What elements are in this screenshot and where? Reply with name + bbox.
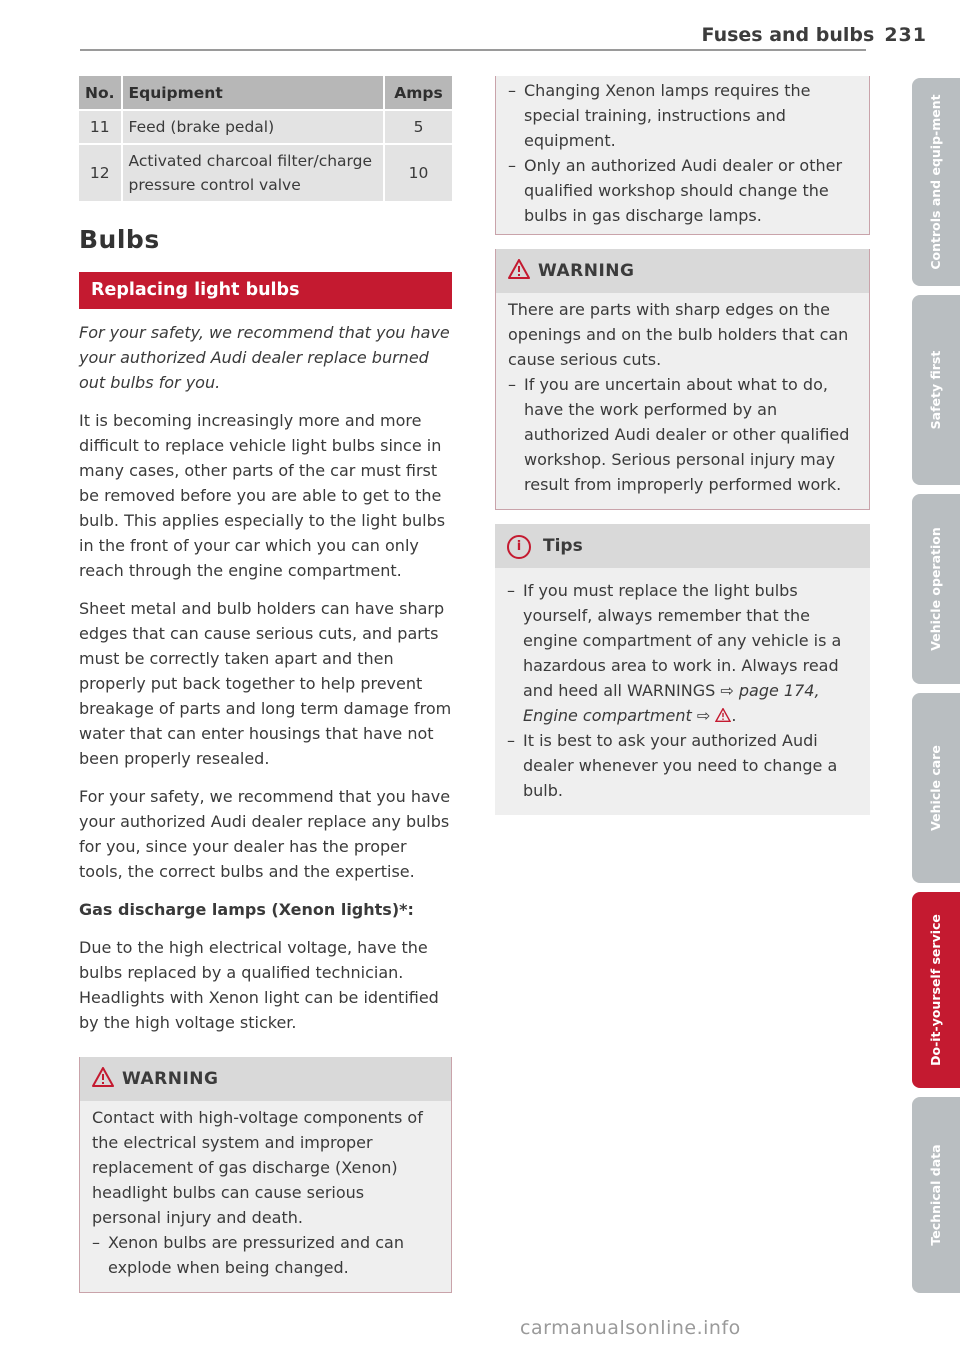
warning-header: [496, 249, 869, 293]
page-reference-link[interactable]: ⇨ page 174, Engine compartment: [523, 681, 820, 725]
side-tab-label: Controls and equip-ment: [928, 94, 943, 270]
header-rule: [80, 49, 866, 51]
side-tab-label: Vehicle care: [928, 745, 943, 831]
side-tab-technical-data[interactable]: [912, 1097, 960, 1293]
continued-warning-box: [495, 76, 870, 235]
warning-box: [495, 249, 870, 510]
side-tab-vehicle-operation[interactable]: [912, 494, 960, 684]
warning-body: [80, 1101, 451, 1292]
warning-triangle-icon: [715, 708, 731, 722]
side-tab-label: Safety first: [928, 350, 943, 430]
body-paragraph: Sheet metal and bulb holders can have sharp edges that can cause serious cuts, and parts must be correctly taken apart and then properly put back together to help prevent breakage of parts and long term damage from water that can enter housings that have not been properly resealed.: [79, 599, 452, 768]
warning-box: [79, 1057, 452, 1293]
page-number: 231: [884, 24, 927, 46]
list-item: – If you are uncertain about what to do, have the work performed by an authorized Audi dealer or other qualified workshop. Serious personal injury may result from improperly performed work.: [508, 372, 855, 497]
right-column: [495, 76, 870, 815]
table-row: [79, 144, 452, 201]
continued-list: [508, 78, 855, 228]
cell-amps: 5: [384, 110, 452, 144]
col-header-amps: Amps: [384, 76, 452, 110]
list-item: – Changing Xenon lamps requires the special training, instructions and equipment.: [508, 78, 855, 153]
warning-text: There are parts with sharp edges on the openings and on the bulb holders that can cause serious cuts.: [508, 300, 849, 369]
warning-list: [92, 1230, 437, 1280]
tip-text: If you must replace the light bulbs yourself, always remember that the engine compartment of any vehicle is a hazardous area to work in. Always read and heed all WARNINGS: [523, 581, 842, 700]
table-header: [79, 76, 452, 110]
subsection-bar: Replacing light bulbs: [79, 272, 452, 309]
cell-no: 12: [79, 144, 122, 201]
list-item: – It is best to ask your authorized Audi dealer whenever you need to change a bulb.: [507, 728, 856, 803]
info-icon: i: [507, 535, 531, 559]
col-header-no: No.: [79, 76, 122, 110]
warning-body: [496, 293, 869, 509]
side-tab-do-it-yourself[interactable]: [912, 892, 960, 1088]
tips-body: [495, 568, 870, 815]
warning-header: [80, 1057, 451, 1101]
watermark: carmanualsonline.info: [520, 1317, 741, 1339]
side-tab-vehicle-care[interactable]: [912, 693, 960, 883]
cell-equipment: Activated charcoal filter/charge pressure control valve: [122, 144, 384, 201]
warning-title: WARNING: [538, 261, 635, 281]
body-paragraph: Due to the high electrical voltage, have the bulbs replaced by a qualified technician. Headlights with Xenon light can be identified by the high voltage sticker.: [79, 938, 439, 1032]
table-row: [79, 110, 452, 144]
page-header: [702, 24, 927, 46]
list-item: – Xenon bulbs are pressurized and can explode when being changed.: [92, 1230, 437, 1280]
side-tab-label: Technical data: [928, 1144, 943, 1246]
warning-list: [508, 372, 855, 497]
warning-text: Contact with high-voltage components of the electrical system and improper replacement of gas discharge (Xenon) headlight bulbs can cause serious personal injury and death.: [92, 1108, 423, 1227]
side-tab-controls[interactable]: [912, 78, 960, 286]
side-tab-label: Vehicle operation: [928, 527, 943, 651]
body-paragraph: It is becoming increasingly more and more difficult to replace vehicle light bulbs since in many cases, other parts of the car must first be removed before you are able to get to the bulb. This applies especially to the light bulbs in the front of your car which you can only reach through the engine compartment.: [79, 411, 446, 580]
fuse-table: [79, 76, 452, 201]
side-tab-label: Do-it-yourself service: [928, 914, 943, 1066]
reference-text: page 174, Engine compartment: [523, 681, 820, 725]
warning-title: WARNING: [122, 1069, 219, 1089]
cell-equipment: Feed (brake pedal): [122, 110, 384, 144]
tips-title: Tips: [543, 536, 583, 556]
side-tab-safety[interactable]: [912, 295, 960, 485]
side-tabs: [912, 78, 960, 1302]
warning-triangle-icon: [508, 259, 530, 279]
list-item: – If you must replace the light bulbs yourself, always remember that the engine compartment of any vehicle is a hazardous area to work in. Always read and heed all WARNINGS ⇨ page 174, Engine compartment ⇨ .: [507, 578, 856, 728]
cell-amps: 10: [384, 144, 452, 201]
warning-triangle-icon: [92, 1067, 114, 1087]
left-column: [79, 76, 452, 1293]
tips-header: [495, 524, 870, 568]
intro-paragraph: For your safety, we recommend that you have your authorized Audi dealer replace burned out bulbs for you.: [79, 323, 450, 392]
header-title: Fuses and bulbs: [701, 24, 875, 46]
body-paragraph: For your safety, we recommend that you have your authorized Audi dealer replace any bulbs for you, since your dealer has the proper tools, the correct bulbs and the expertise.: [79, 787, 451, 881]
list-item: – Only an authorized Audi dealer or other qualified workshop should change the bulbs in gas discharge lamps.: [508, 153, 855, 228]
tips-list: [507, 578, 856, 803]
col-header-equipment: Equipment: [122, 76, 384, 110]
tips-box: [495, 524, 870, 815]
section-title: Bulbs: [79, 225, 160, 254]
cell-no: 11: [79, 110, 122, 144]
subheading: Gas discharge lamps (Xenon lights)*:: [79, 900, 414, 919]
